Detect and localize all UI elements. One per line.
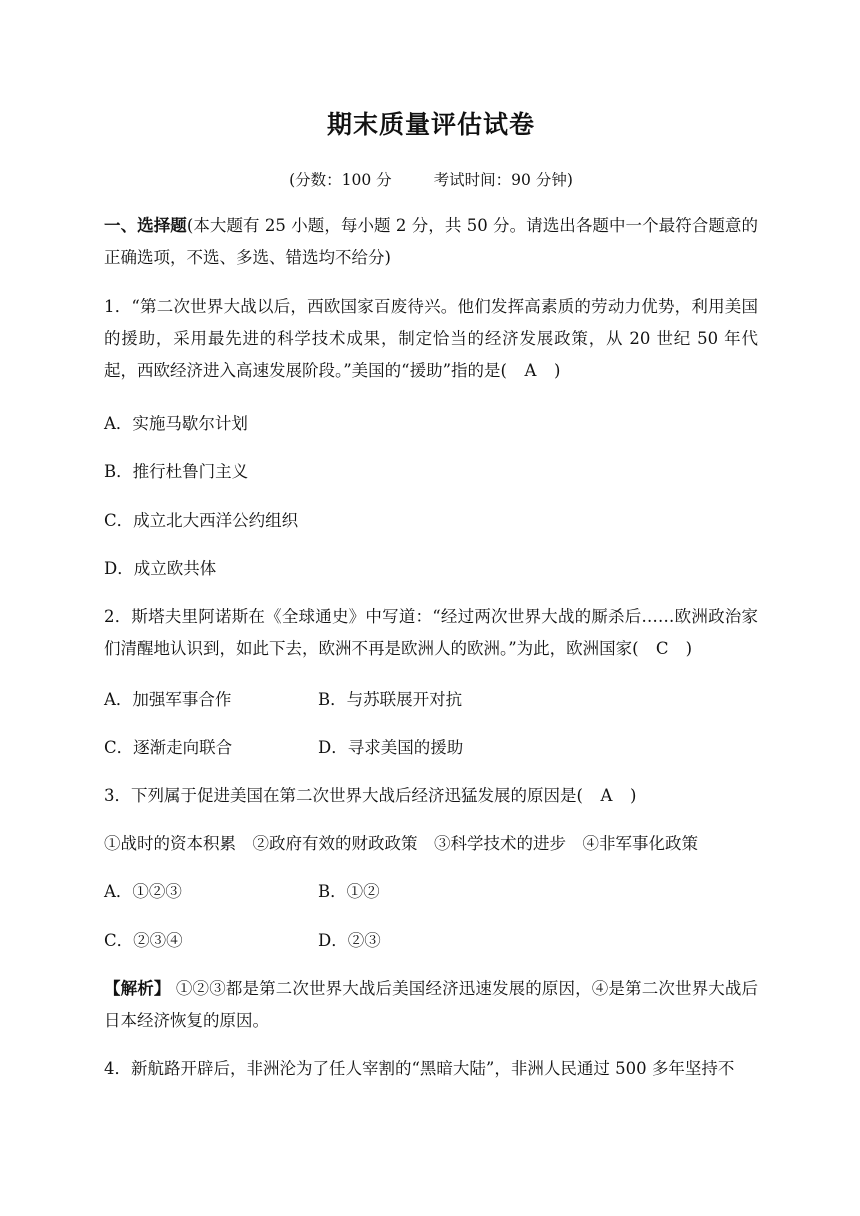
time-info: 考试时间：90 分钟) — [433, 171, 573, 189]
question-1-option-b: B．推行杜鲁门主义 — [104, 462, 249, 481]
question-3-option-a: A．①②③ — [104, 882, 182, 901]
question-2-option-a: A．加强军事合作 — [104, 690, 232, 709]
analysis-text: ①②③都是第二次世界大战后美国经济迅速发展的原因，④是第二次世界大战后日本经济恢复的原因。 — [104, 979, 759, 1030]
question-4-stem: 4．新航路开辟后，非洲沦为了任人宰割的“黑暗大陆”，非洲人民通过 500 多年坚持不 — [104, 1059, 735, 1078]
section-instruction: (本大题有 25 小题，每小题 2 分，共 50 分。请选出各题中一个最符合题意的正确选项，不选、多选、错选均不给分) — [104, 216, 758, 267]
question-3-answer: A — [600, 786, 613, 805]
question-3-option-c: C．②③④ — [104, 931, 183, 950]
question-3-options-row-2 — [104, 925, 758, 957]
section-heading — [104, 210, 758, 274]
exam-info — [104, 168, 758, 192]
question-1-option-d: D．成立欧共体 — [104, 559, 217, 578]
page-title: 期末质量评估试卷 — [326, 110, 535, 139]
question-2-options-row-1 — [104, 684, 758, 716]
question-3-analysis — [104, 973, 758, 1037]
question-3-option-b: B．①② — [318, 882, 380, 901]
question-2-option-c: C．逐渐走向联合 — [104, 738, 233, 757]
question-3-items: ①战时的资本积累 ②政府有效的财政政策 ③科学技术的进步 ④非军事化政策 — [104, 834, 698, 853]
question-1-option-a: A．实施马歇尔计划 — [104, 414, 248, 433]
question-1-stem: 1．“第二次世界大战以后，西欧国家百废待兴。他们发挥高素质的劳动力优势，利用美国的援助，采用最先进的科学技术成果，制定恰当的经济发展政策，从 20 世纪 50 年代起，西欧经济进入高速发展阶段。”美国的“援助”指的是( A ) — [104, 291, 758, 387]
question-2-option-b: B．与苏联展开对抗 — [318, 690, 463, 709]
section-title: 一、选择题 — [104, 216, 187, 235]
score-info: (分数：100 分 — [289, 171, 392, 189]
question-2-option-d: D．寻求美国的援助 — [318, 738, 464, 757]
question-2-options-row-2 — [104, 732, 758, 764]
question-1-answer: A — [524, 361, 537, 380]
analysis-label: 【解析】 — [104, 979, 171, 998]
question-3-option-d: D．②③ — [318, 931, 381, 950]
question-2-stem: 2．斯塔夫里阿诺斯在《全球通史》中写道：“经过两次世界大战的厮杀后……欧洲政治家们清醒地认识到，如此下去，欧洲不再是欧洲人的欧洲。”为此，欧洲国家( C ) — [104, 601, 758, 665]
question-3-stem: 3．下列属于促进美国在第二次世界大战后经济迅猛发展的原因是( A ) — [104, 780, 758, 812]
question-1-option-c: C．成立北大西洋公约组织 — [104, 511, 299, 530]
question-3-options-row-1 — [104, 876, 758, 908]
question-2-answer: C — [655, 639, 669, 658]
